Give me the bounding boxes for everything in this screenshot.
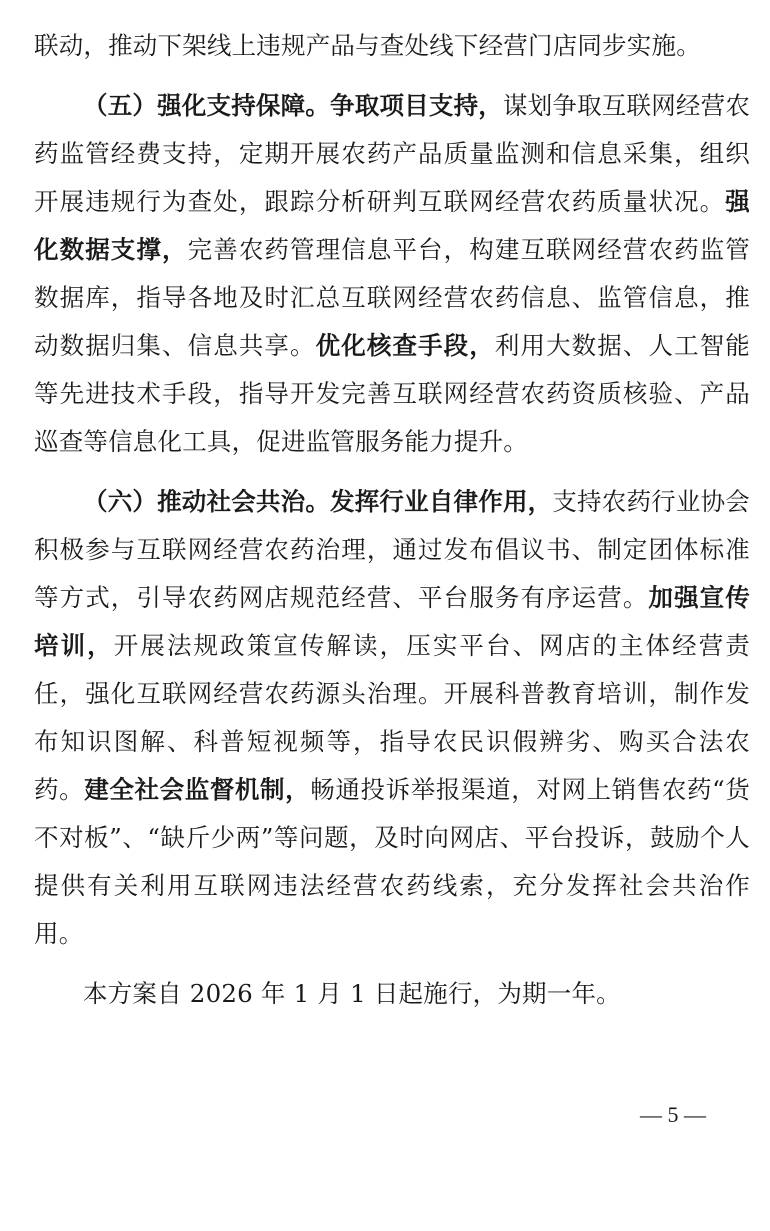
section-six-paragraph xyxy=(34,478,750,958)
subheading-data-support: 强化数据支撑， xyxy=(34,187,750,264)
paragraph-text: 支持农药行业协会积极参与互联网经营农药治理，通过发布倡议书、制定团体标准等方式，引导农药网店规范经营、平台服务有序运营。 xyxy=(34,487,750,612)
subheading-social-supervision: 建全社会监督机制， xyxy=(84,775,311,804)
paragraph-text: 谋划争取互联网经营农药监管经费支持，定期开展农药产品质量监测和信息采集，组织开展违规行为查处，跟踪分析研判互联网经营农药质量状况。 xyxy=(34,91,751,216)
subheading-project-support: 争取项目支持， xyxy=(330,91,503,120)
paragraph-text: 完善农药管理信息平台，构建互联网经营农药监管数据库，指导各地及时汇总互联网经营农药信息、监管信息，推动数据归集、信息共享。 xyxy=(34,235,750,360)
section-five-paragraph xyxy=(34,82,750,466)
page-number: — 5 — xyxy=(640,1102,706,1127)
paragraph-text: 联动，推动下架线上违规产品与查处线下经营门店同步实施。 xyxy=(34,31,701,60)
section-six-heading: （六）推动社会共治。 xyxy=(83,487,331,516)
subheading-industry-self-discipline: 发挥行业自律作用， xyxy=(330,487,553,516)
effective-date-paragraph xyxy=(34,970,750,1018)
paragraph-continuation xyxy=(34,22,750,70)
subheading-verification-means: 优化核查手段， xyxy=(315,331,495,360)
paragraph-text: 利用大数据、人工智能等先进技术手段，指导开发完善互联网经营农药资质核验、产品巡查等信息化工具，促进监管服务能力提升。 xyxy=(34,331,751,456)
document-page xyxy=(34,22,750,1018)
section-five-heading: （五）强化支持保障。 xyxy=(83,91,331,120)
paragraph-text: 本方案自 2026 年 1 月 1 日起施行，为期一年。 xyxy=(83,979,621,1008)
subheading-publicity-training: 加强宣传培训， xyxy=(34,583,750,660)
paragraph-text: 畅通投诉举报渠道，对网上销售农药“货不对板”、“缺斤少两”等问题，及时向网店、平台投诉，鼓励个人提供有关利用互联网违法经营农药线索，充分发挥社会共治作用。 xyxy=(34,775,750,948)
paragraph-text: 开展法规政策宣传解读，压实平台、网店的主体经营责任，强化互联网经营农药源头治理。开展科普教育培训，制作发布知识图解、科普短视频等，指导农民识假辨劣、购买合法农药。 xyxy=(34,631,750,804)
